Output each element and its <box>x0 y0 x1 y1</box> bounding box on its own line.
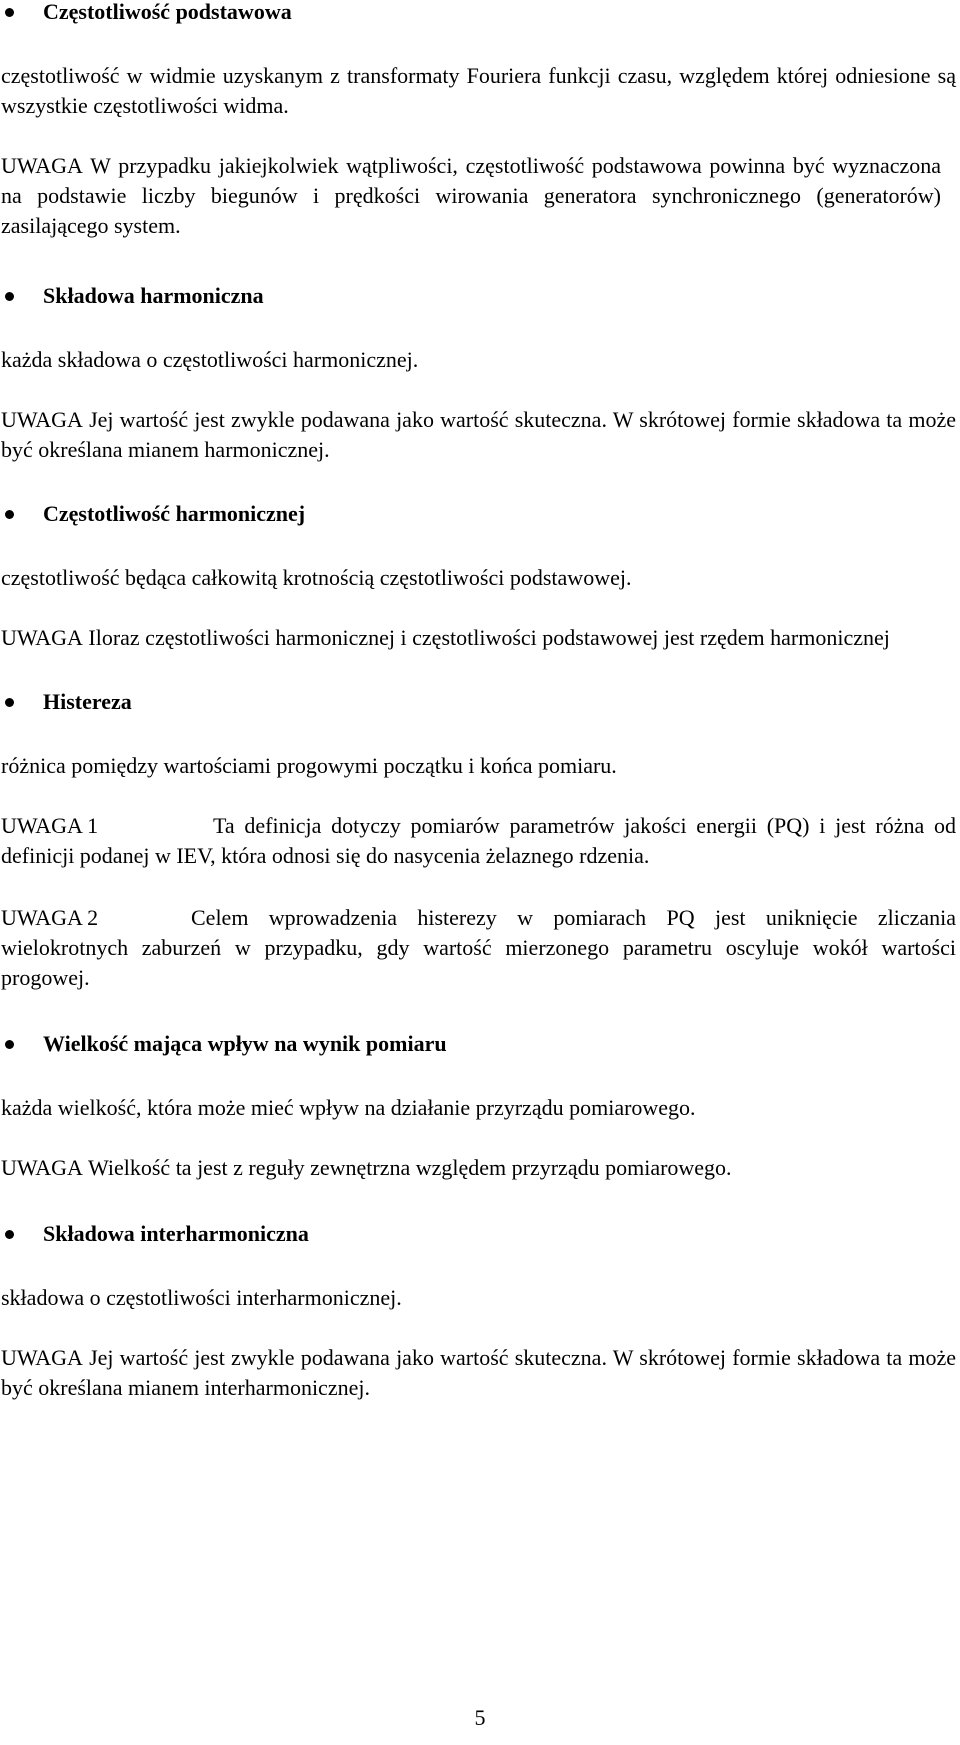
note-text: Jej wartość jest zwykle podawana jako wartość skuteczna. W skrótowej formie składowa ta może być określana mianem harmonicznej. <box>1 407 956 462</box>
definition-text: każda składowa o częstotliwości harmonicznej. <box>1 347 419 372</box>
bullet-icon <box>5 8 14 17</box>
term-heading <box>1 0 956 27</box>
term-text: Składowa interharmoniczna <box>43 1221 309 1246</box>
note-paragraph <box>1 903 956 993</box>
entry-wielkosc-wplywajaca <box>1 1029 956 1183</box>
note-label: UWAGA 1 <box>1 813 99 838</box>
bullet-icon <box>5 510 14 519</box>
entry-czestotliwosc-harmonicznej <box>1 499 956 653</box>
definition-text: każda wielkość, która może mieć wpływ na działanie przyrządu pomiarowego. <box>1 1095 696 1120</box>
note-text: W przypadku jakiejkolwiek wątpliwości, częstotliwość podstawowa powinna być wyznaczona na podstawie liczby biegunów i prędkości wirowania generatora synchronicznego (generatorów) zasilającego system. <box>1 153 941 238</box>
term-text: Wielkość mająca wpływ na wynik pomiaru <box>43 1031 447 1056</box>
term-text: Częstotliwość podstawowa <box>43 0 292 24</box>
entry-histereza <box>1 687 956 993</box>
definition-text: różnica pomiędzy wartościami progowymi początku i końca pomiaru. <box>1 753 617 778</box>
entry-skladowa-harmoniczna <box>1 281 956 465</box>
note-paragraph <box>1 1343 956 1403</box>
note-label: UWAGA <box>1 153 83 178</box>
term-heading <box>1 687 956 717</box>
bullet-icon <box>5 292 14 301</box>
note-text: Iloraz częstotliwości harmonicznej i częstotliwości podstawowej jest rzędem harmonicznej <box>82 625 890 650</box>
note-paragraph <box>1 1153 791 1183</box>
note-paragraph <box>1 623 956 653</box>
note-label: UWAGA <box>1 625 83 650</box>
definition-text: składowa o częstotliwości interharmonicznej. <box>1 1285 402 1310</box>
note-label: UWAGA <box>1 1345 83 1370</box>
note-paragraph <box>1 811 956 871</box>
page-number: 5 <box>474 1705 486 1730</box>
term-text: Składowa harmoniczna <box>43 283 264 308</box>
note-text: Celem wprowadzenia histerezy w pomiarach PQ jest uniknięcie zliczania wielokrotnych zaburzeń w przypadku, gdy wartość mierzonego parametru oscyluje wokół wartości progowej. <box>1 905 956 990</box>
note-label: UWAGA 2 <box>1 905 99 930</box>
note-paragraph <box>1 405 956 465</box>
bullet-icon <box>5 698 14 707</box>
bullet-icon <box>5 1040 14 1049</box>
term-heading <box>1 281 956 311</box>
term-heading <box>1 499 956 529</box>
note-text: Ta definicja dotyczy pomiarów parametrów jakości energii (PQ) i jest różna od definicji podanej w IEV, która odnosi się do nasycenia żelaznego rdzenia. <box>1 813 956 868</box>
note-label: UWAGA <box>1 1155 83 1180</box>
bullet-icon <box>5 1230 14 1239</box>
definition-text: częstotliwość będąca całkowitą krotnością częstotliwości podstawowej. <box>1 565 632 590</box>
page-content <box>1 0 956 1403</box>
note-text: Jej wartość jest zwykle podawana jako wartość skuteczna. W skrótowej formie składowa ta może być określana mianem interharmonicznej. <box>1 1345 956 1400</box>
note-paragraph <box>1 151 941 241</box>
term-text: Histereza <box>43 689 132 714</box>
definition-text: częstotliwość w widmie uzyskanym z transformaty Fouriera funkcji czasu, względem której odniesione są wszystkie częstotliwości widma. <box>1 63 956 118</box>
term-heading <box>1 1029 956 1059</box>
term-text: Częstotliwość harmonicznej <box>43 501 306 526</box>
entry-czestotliwosc-podstawowa <box>1 0 956 241</box>
note-text: Wielkość ta jest z reguły zewnętrzna względem przyrządu pomiarowego. <box>82 1155 732 1180</box>
term-heading <box>1 1219 956 1249</box>
entry-skladowa-interharmoniczna <box>1 1219 956 1403</box>
note-label: UWAGA <box>1 407 83 432</box>
